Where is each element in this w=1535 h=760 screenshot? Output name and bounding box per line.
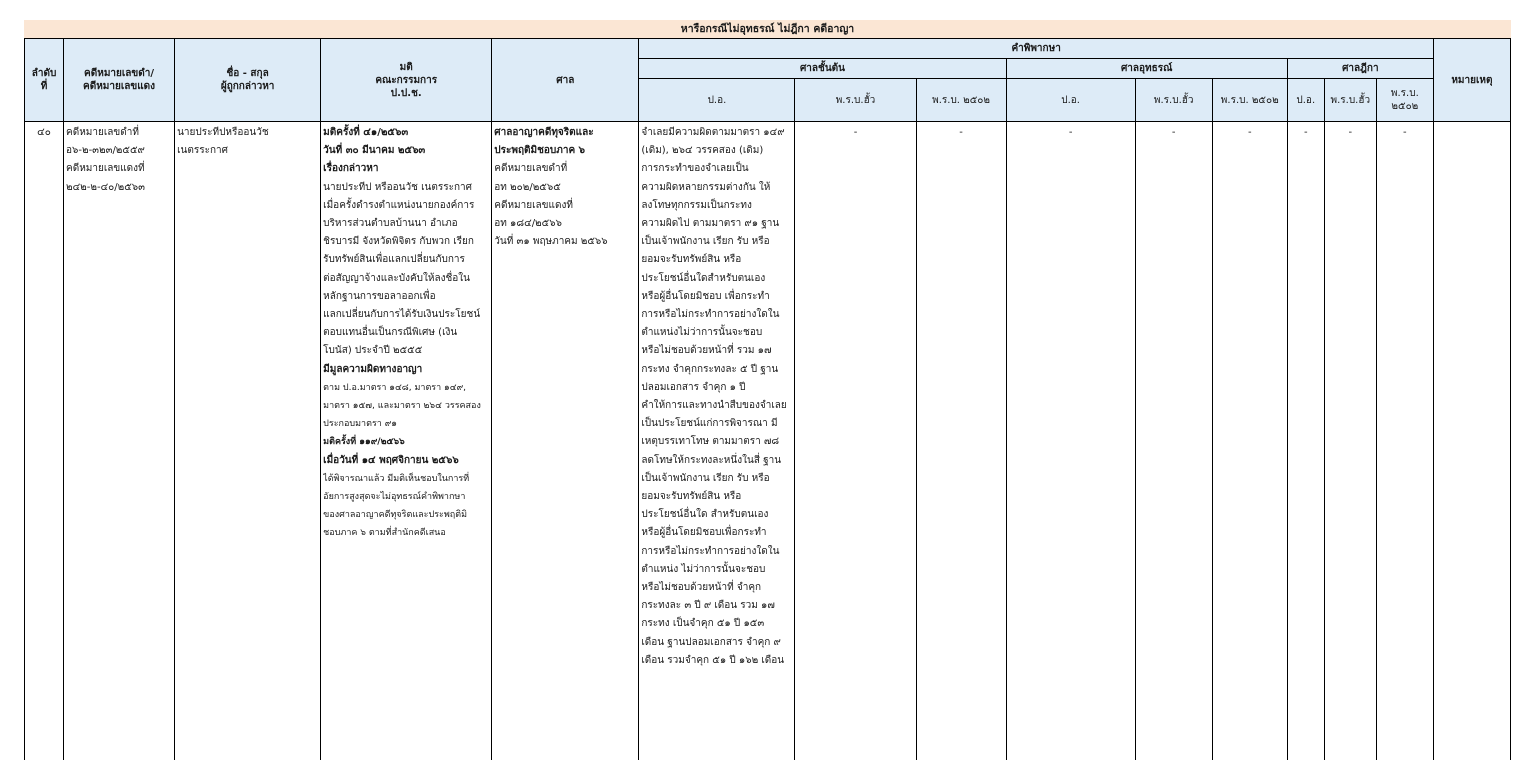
verdict-line: กระทง เป็นจำคุก ๕๑ ปี ๑๕๓ <box>641 615 792 633</box>
verdict-line: คำให้การและทางนำสืบของจำเลย <box>641 397 792 415</box>
cell-name: นายประทีปหรืออนวัช เนตรระกาศ <box>175 122 321 760</box>
resolution-line: ได้พิจารณาแล้ว มีมติเห็นชอบในการที่ <box>323 470 489 488</box>
court-line: อท ๑๘๔/๒๕๖๖ <box>494 215 636 233</box>
header-resolution: มติ คณะกรรมการ ป.ป.ช. <box>321 39 492 122</box>
header-supreme-pa: ป.อ. <box>1287 79 1324 122</box>
cell-supreme-pa: - <box>1287 122 1324 760</box>
header-appeal-pa: ป.อ. <box>1006 79 1135 122</box>
cell-seq: ๔๐ <box>25 122 64 760</box>
verdict-line: ประโยชน์อื่นใดสำหรับตนเอง <box>641 270 792 288</box>
resolution-line: รับทรัพย์สินเพื่อแลกเปลี่ยนกับการ <box>323 251 489 269</box>
verdict-line: การหรือไม่กระทำการอย่างใดใน <box>641 543 792 561</box>
resolution-line: ตอบแทนอื่นเป็นกรณีพิเศษ (เงิน <box>323 324 489 342</box>
cell-first-court-pa <box>639 122 795 760</box>
court-line: ศาลอาญาคดีทุจริตและ <box>494 124 636 142</box>
header-appeal-pr-2502: พ.ร.บ. ๒๕๐๒ <box>1212 79 1287 122</box>
verdict-line: การหรือไม่กระทำการอย่างใดใน <box>641 306 792 324</box>
verdict-line: กระทงละ ๓ ปี ๙ เดือน รวม ๑๗ <box>641 597 792 615</box>
verdict-line: หรือไม่ชอบด้วยหน้าที่ รวม ๑๗ <box>641 342 792 360</box>
verdict-line: ลดโทษให้กระทงละหนึ่งในสี่ ฐาน <box>641 452 792 470</box>
cell-appeal-pa: - <box>1006 122 1135 760</box>
resolution-line: หลักฐานการขอลาออกเพื่อ <box>323 288 489 306</box>
header-remarks: หมายเหตุ <box>1433 39 1510 122</box>
resolution-line: มีมูลความผิดทางอาญา <box>323 361 489 379</box>
cell-resolution <box>321 122 492 760</box>
verdict-line: เหตุบรรเทาโทษ ตามมาตรา ๗๘ <box>641 433 792 451</box>
header-supreme-pr-2502: พ.ร.บ. ๒๕๐๒ <box>1376 79 1433 122</box>
header-first-pr-old: พ.ร.บ.ฮั้ว <box>795 79 916 122</box>
verdict-line: ตำแหน่ง ไม่ว่าการนั้นจะชอบ <box>641 561 792 579</box>
cell-case-no: คดีหมายเลขดำที่ อ๖-๒-๓๒๓/๒๕๕๙ คดีหมายเลขแดงที่ ๒๔๒-๒-๔๐/๒๕๖๓ <box>64 122 175 760</box>
verdict-line: หรือผู้อื่นโดยมิชอบเพื่อกระทำ <box>641 524 792 542</box>
verdict-line: เดือน รวมจำคุก ๕๑ ปี ๑๖๒ เดือน <box>641 652 792 670</box>
resolution-line: เมื่อวันที่ ๑๔ พฤศจิกายน ๒๕๖๖ <box>323 452 489 470</box>
resolution-line: ต่อสัญญาจ้างและบังคับให้ลงชื่อใน <box>323 270 489 288</box>
verdict-line: ยอมจะรับทรัพย์สิน หรือ <box>641 488 792 506</box>
court-line: ประพฤติมิชอบภาค ๖ <box>494 142 636 160</box>
header-first-pa: ป.อ. <box>639 79 795 122</box>
court-line: อท ๒๐๒/๒๕๖๕ <box>494 179 636 197</box>
cell-first-pr-old: - <box>795 122 916 760</box>
resolution-line: นายประทีป หรืออนวัช เนตรระกาศ <box>323 179 489 197</box>
cell-appeal-pr-old: - <box>1135 122 1212 760</box>
resolution-line: โบนัส) ประจำปี ๒๕๕๕ <box>323 342 489 360</box>
resolution-line: ชอบภาค ๖ ตามที่สำนักคดีเสนอ <box>323 524 489 542</box>
header-verdict: คำพิพากษา <box>639 39 1434 59</box>
case-table <box>24 38 1511 760</box>
verdict-line: การกระทำของจำเลยเป็น <box>641 160 792 178</box>
verdict-line: (เดิม), ๒๖๔ วรรคสอง (เดิม) <box>641 142 792 160</box>
header-appeal-court: ศาลอุทธรณ์ <box>1006 59 1287 79</box>
resolution-line: มติครั้งที่ ๔๑/๒๕๖๓ <box>323 124 489 142</box>
resolution-line: อัยการสูงสุดจะไม่อุทธรณ์คำพิพากษา <box>323 488 489 506</box>
resolution-line: เรื่องกล่าวหา <box>323 160 489 178</box>
resolution-line: แลกเปลี่ยนกับการได้รับเงินประโยชน์ <box>323 306 489 324</box>
verdict-line: ความผิดหลายกรรมต่างกัน ให้ <box>641 179 792 197</box>
header-first-pr-2502: พ.ร.บ. ๒๕๐๒ <box>916 79 1006 122</box>
resolution-line: วันที่ ๓๐ มีนาคม ๒๕๖๓ <box>323 142 489 160</box>
verdict-line: ความผิดไป ตามมาตรา ๙๑ ฐาน <box>641 215 792 233</box>
header-case-no: คดีหมายเลขดำ/ คดีหมายเลขแดง <box>64 39 175 122</box>
header-supreme-pr-old: พ.ร.บ.ฮั้ว <box>1324 79 1376 122</box>
cell-supreme-pr-old: - <box>1324 122 1376 760</box>
header-supreme-court: ศาลฎีกา <box>1287 59 1433 79</box>
verdict-line: หรือไม่ชอบด้วยหน้าที่ จำคุก <box>641 579 792 597</box>
verdict-line: ประโยชน์อื่นใด สำหรับตนเอง <box>641 506 792 524</box>
cell-court <box>492 122 639 760</box>
verdict-line: เป็นประโยชน์แก่การพิจารณา มี <box>641 415 792 433</box>
resolution-line: ประกอบมาตรา ๙๑ <box>323 415 489 433</box>
verdict-line: เดือน ฐานปลอมเอกสาร จำคุก ๙ <box>641 634 792 652</box>
header-seq: ลำดับ ที่ <box>25 39 64 122</box>
resolution-line: เมื่อครั้งดำรงตำแหน่งนายกองค์การ <box>323 197 489 215</box>
header-appeal-pr-old: พ.ร.บ.ฮั้ว <box>1135 79 1212 122</box>
sheet-title-banner: หารือกรณีไม่อุทธรณ์ ไม่ฎีกา คดีอาญา <box>24 20 1511 38</box>
verdict-line: เป็นเจ้าพนักงาน เรียก รับ หรือ <box>641 233 792 251</box>
verdict-line: กระทง จำคุกกระทงละ ๕ ปี ฐาน <box>641 361 792 379</box>
verdict-line: เป็นเจ้าพนักงาน เรียก รับ หรือ <box>641 470 792 488</box>
court-line: คดีหมายเลขดำที่ <box>494 160 636 178</box>
verdict-line: หรือผู้อื่นโดยมิชอบ เพื่อกระทำ <box>641 288 792 306</box>
court-line: คดีหมายเลขแดงที่ <box>494 197 636 215</box>
header-court: ศาล <box>492 39 639 122</box>
resolution-line: ตาม ป.อ.มาตรา ๑๔๘, มาตรา ๑๔๙, <box>323 379 489 397</box>
verdict-line: ตำแหน่งไม่ว่าการนั้นจะชอบ <box>641 324 792 342</box>
resolution-line: ของศาลอาญาคดีทุจริตและประพฤติมิ <box>323 506 489 524</box>
table-row <box>25 122 1511 760</box>
cell-remarks <box>1433 122 1510 760</box>
resolution-line: มติครั้งที่ ๑๑๙/๒๕๖๖ <box>323 433 489 451</box>
resolution-line: บริหารส่วนตำบลบ้านนา อำเภอ <box>323 215 489 233</box>
cell-first-pr-2502: - <box>916 122 1006 760</box>
verdict-line: ลงโทษทุกกรรมเป็นกระทง <box>641 197 792 215</box>
verdict-line: จำเลยมีความผิดตามมาตรา ๑๔๙ <box>641 124 792 142</box>
resolution-line: มาตรา ๑๕๗, และมาตรา ๒๖๔ วรรคสอง <box>323 397 489 415</box>
header-name: ชื่อ - สกุล ผู้ถูกกล่าวหา <box>175 39 321 122</box>
verdict-line: ยอมจะรับทรัพย์สิน หรือ <box>641 251 792 269</box>
cell-appeal-pr-2502: - <box>1212 122 1287 760</box>
verdict-line: ปลอมเอกสาร จำคุก ๑ ปี <box>641 379 792 397</box>
cell-supreme-pr-2502: - <box>1376 122 1433 760</box>
court-line: วันที่ ๓๑ พฤษภาคม ๒๕๖๖ <box>494 233 636 251</box>
resolution-line: ชิรบารมี จังหวัดพิจิตร กับพวก เรียก <box>323 233 489 251</box>
header-first-court: ศาลชั้นต้น <box>639 59 1006 79</box>
